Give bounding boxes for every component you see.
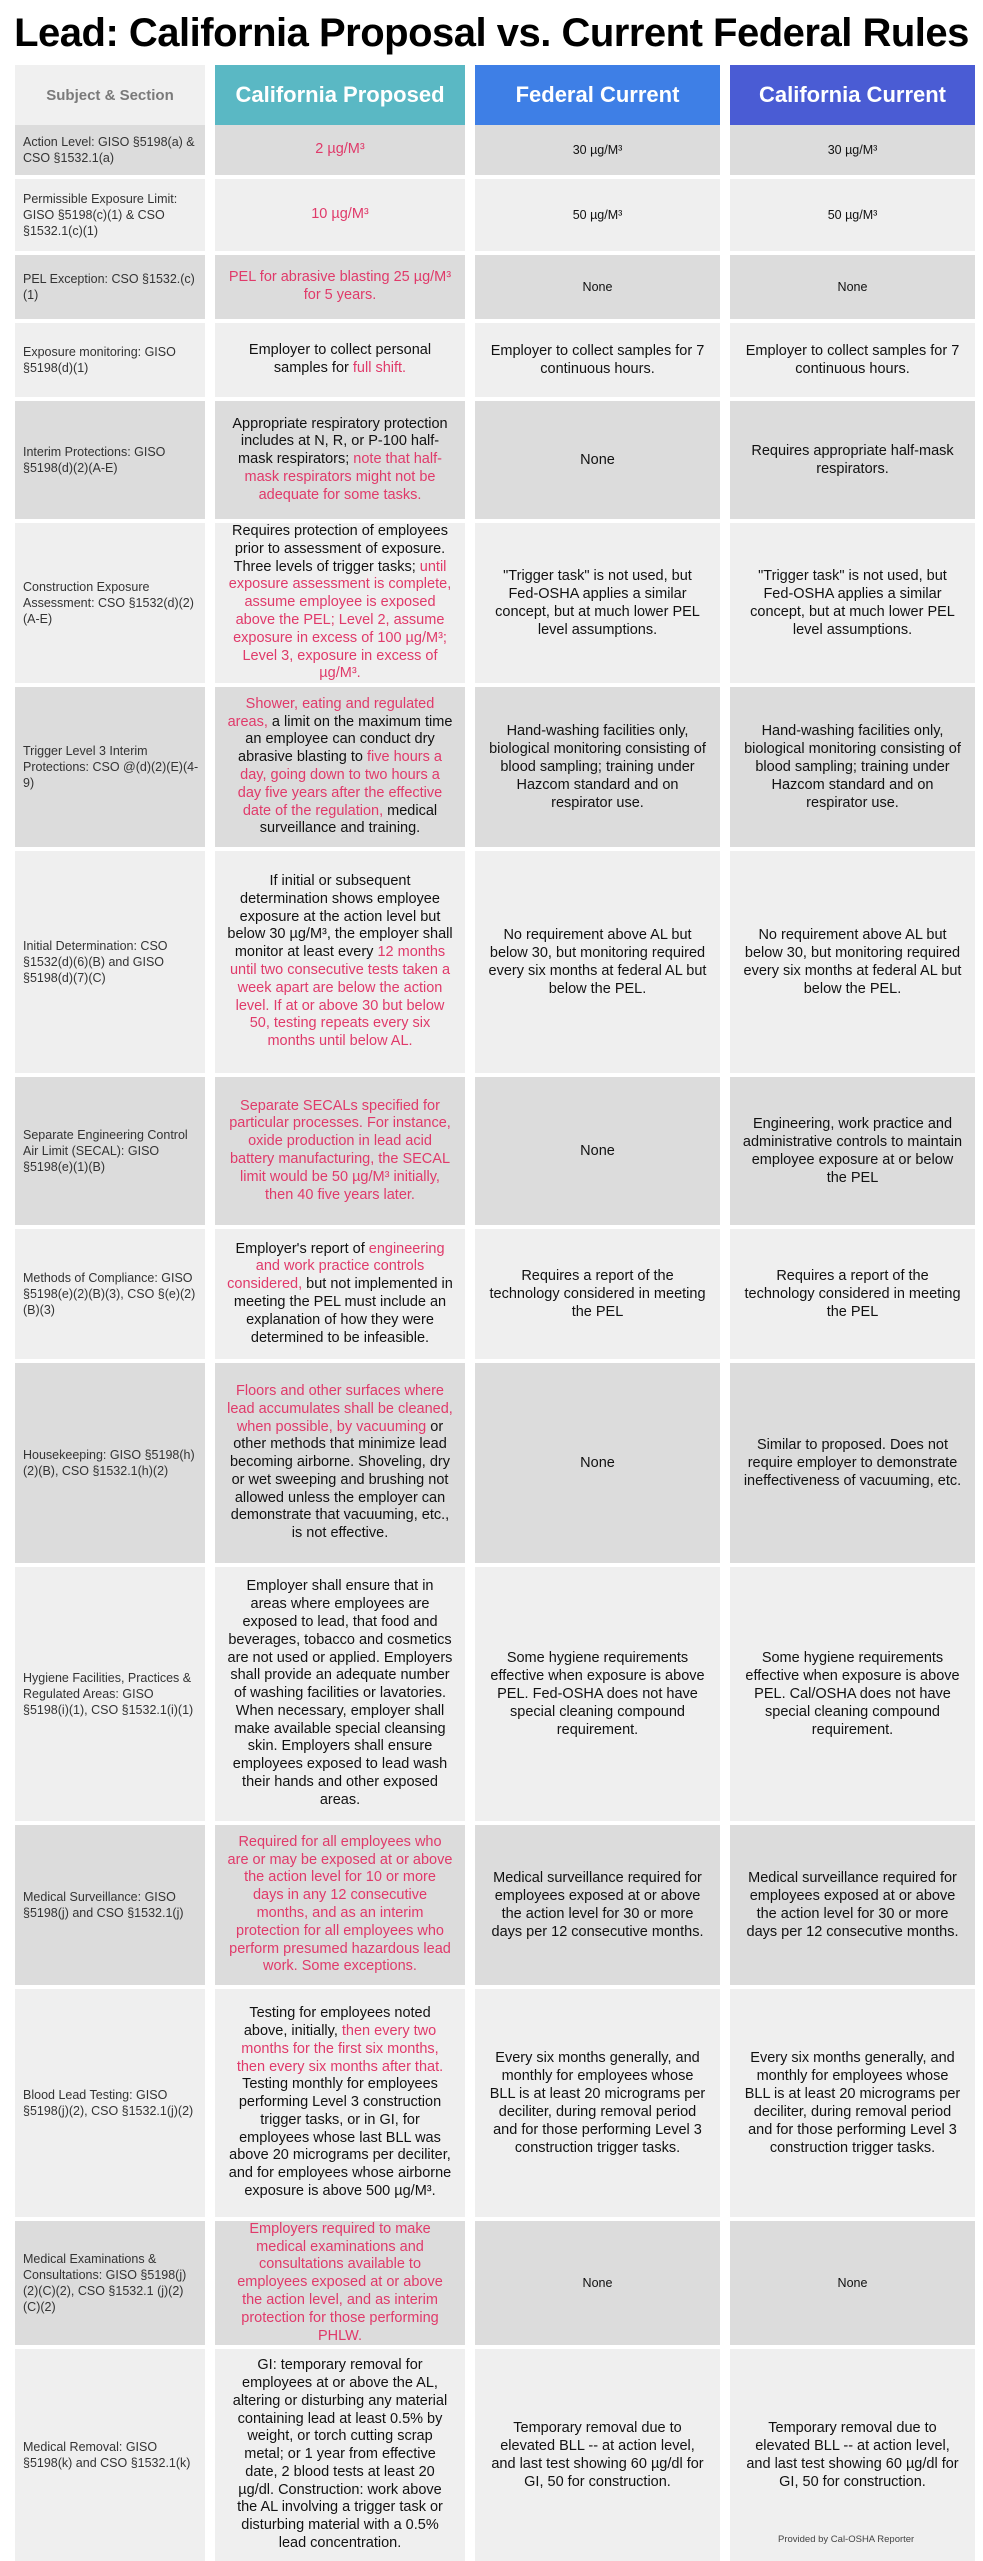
- federal-cell: Requires a report of the technology considered in meeting the PEL: [475, 1229, 720, 1359]
- row-subject: Medical Surveillance: GISO §5198(j) and CSO §1532.1(j): [15, 1825, 205, 1985]
- california-cell: 50 µg/M³: [730, 179, 975, 251]
- row-subject: Permissible Exposure Limit: GISO §5198(c)(1) & CSO §1532.1(c)(1): [15, 179, 205, 251]
- table-row: [15, 2221, 975, 2349]
- federal-cell: None: [475, 401, 720, 519]
- federal-cell: 30 µg/M³: [475, 125, 720, 175]
- federal-cell: Employer to collect samples for 7 continuous hours.: [475, 323, 720, 397]
- table-row: [15, 179, 975, 255]
- proposed-cell: Employer shall ensure that in areas where employees are exposed to lead, that food and beverages, tobacco and cosmetics are not used or applied. Employers shall provide an adequate number of washing facilities or lavatories. When necessary, employer shall make available special cleansing skin. Employers shall ensure employees exposed to lead wash their hands and other exposed areas.: [215, 1567, 465, 1821]
- proposed-cell: Separate SECALs specified for particular processes. For instance, oxide production in lead acid battery manufacturing, the SECAL limit would be 50 µg/M³ initially, then 40 five years later.: [215, 1077, 465, 1225]
- header-california-proposed: California Proposed: [215, 65, 465, 125]
- table-row: [15, 1229, 975, 1363]
- proposed-text: Requires protection of employees prior to assessment of exposure. Three levels of trigger tasks;: [231, 523, 448, 575]
- proposed-cell: [215, 851, 465, 1073]
- proposed-highlight: until exposure assessment is complete, assume employee is exposed above the PEL; Level 2, assume exposure in excess of 100 µg/M³; Level 3, exposure in excess of µg/M³.: [228, 558, 452, 682]
- california-cell: Some hygiene requirements effective when exposure is above PEL. Cal/OSHA does not have special cleaning compound requirement.: [730, 1567, 975, 1821]
- proposed-cell: Required for all employees who are or may be exposed at or above the action level for 10 or more days in any 12 consecutive months, and as an interim protection for all employees who perform presumed hazardous lead work. Some exceptions.: [215, 1825, 465, 1985]
- row-subject: Action Level: GISO §5198(a) & CSO §1532.1(a): [15, 125, 205, 175]
- california-cell: Engineering, work practice and administrative controls to maintain employee exposure at or below the PEL: [730, 1077, 975, 1225]
- california-cell: Temporary removal due to elevated BLL -- at action level, and last test showing 60 µg/dl for GI, 50 for construction.: [730, 2349, 975, 2561]
- header-california-current: California Current: [730, 65, 975, 125]
- header-federal-current: Federal Current: [475, 65, 720, 125]
- federal-cell: Temporary removal due to elevated BLL -- at action level, and last test showing 60 µg/dl for GI, 50 for construction.: [475, 2349, 720, 2561]
- proposed-highlight: 12 months until two consecutive tests taken a week apart are below the action level. If at or above 30 but below 50, testing repeats every six months until below AL.: [229, 944, 451, 1050]
- california-cell: Medical surveillance required for employees exposed at or above the action level for 30 or more days per 12 consecutive months.: [730, 1825, 975, 1985]
- proposed-cell: PEL for abrasive blasting 25 µg/M³ for 5 years.: [215, 255, 465, 319]
- table-row: [15, 125, 975, 179]
- california-cell: No requirement above AL but below 30, but monitoring required every six months at federal AL but below the PEL.: [730, 851, 975, 1073]
- row-subject: Housekeeping: GISO §5198(h)(2)(B), CSO §1532.1(h)(2): [15, 1363, 205, 1563]
- california-cell: Employer to collect samples for 7 continuous hours.: [730, 323, 975, 397]
- table-row: [15, 1077, 975, 1229]
- row-subject: Construction Exposure Assessment: CSO §1532(d)(2)(A-E): [15, 523, 205, 683]
- header-row: [15, 65, 975, 125]
- california-cell: "Trigger task" is not used, but Fed-OSHA applies a similar concept, but at much lower PEL level assumptions.: [730, 523, 975, 683]
- california-cell: 30 µg/M³: [730, 125, 975, 175]
- proposed-text: Testing monthly for employees performing Level 3 construction trigger tasks, or in GI, for employees whose last BLL was above 20 micrograms per deciliter, and for employees whose airborne exposure is above 500 µg/M³.: [228, 2076, 452, 2200]
- table-row: [15, 1825, 975, 1989]
- row-subject: Interim Protections: GISO §5198(d)(2)(A-E): [15, 401, 205, 519]
- proposed-highlight: Floors and other surfaces where lead accumulates shall be cleaned, when possible, by vacuuming: [227, 1382, 453, 1435]
- proposed-cell: 2 µg/M³: [215, 125, 465, 175]
- proposed-cell: [215, 1989, 465, 2217]
- proposed-highlight: then every two months for the first six months, then every six months after that.: [236, 2022, 444, 2075]
- proposed-cell: [215, 523, 465, 683]
- proposed-text: Appropriate respiratory protection includes at N, R, or P-100 half-mask respirators;: [232, 415, 448, 468]
- row-subject: Hygiene Facilities, Practices & Regulated Areas: GISO §5198(i)(1), CSO §1532.1(i)(1): [15, 1567, 205, 1821]
- proposed-cell: [215, 1229, 465, 1359]
- proposed-highlight: five hours a day, going down to two hours a day five years after the effective date of the regulation,: [237, 749, 443, 819]
- table-row: [15, 523, 975, 687]
- proposed-cell: 10 µg/M³: [215, 179, 465, 251]
- table-row: [15, 2349, 975, 2561]
- federal-cell: None: [475, 1363, 720, 1563]
- proposed-text: Employer to collect personal samples for: [248, 342, 432, 376]
- california-cell: Similar to proposed. Does not require employer to demonstrate ineffectiveness of vacuuming, etc.: [730, 1363, 975, 1563]
- table-row: [15, 687, 975, 851]
- table-row: [15, 1989, 975, 2221]
- row-subject: Medical Examinations & Consultations: GISO §5198(j)(2)(C)(2), CSO §1532.1 (j)(2)(C)(2): [15, 2221, 205, 2345]
- proposed-cell: [215, 401, 465, 519]
- table-row: [15, 323, 975, 401]
- california-cell: Hand-washing facilities only, biological monitoring consisting of blood sampling; training under Hazcom standard and on respirator use.: [730, 687, 975, 847]
- header-subject: Subject & Section: [15, 65, 205, 125]
- row-subject: Methods of Compliance: GISO §5198(e)(2)(B)(3), CSO §(e)(2)(B)(3): [15, 1229, 205, 1359]
- row-subject: Separate Engineering Control Air Limit (SECAL): GISO §5198(e)(1)(B): [15, 1077, 205, 1225]
- row-subject: Medical Removal: GISO §5198(k) and CSO §1532.1(k): [15, 2349, 205, 2561]
- row-subject: Blood Lead Testing: GISO §5198(j)(2), CSO §1532.1(j)(2): [15, 1989, 205, 2217]
- california-cell: None: [730, 255, 975, 319]
- row-subject: Exposure monitoring: GISO §5198(d)(1): [15, 323, 205, 397]
- proposed-highlight: note that half-mask respirators might not be adequate for some tasks.: [244, 451, 442, 503]
- california-cell: Requires a report of the technology considered in meeting the PEL: [730, 1229, 975, 1359]
- federal-cell: Medical surveillance required for employees exposed at or above the action level for 30 or more days per 12 consecutive months.: [475, 1825, 720, 1985]
- proposed-cell: Employers required to make medical examinations and consultations available to employees exposed at or above the action level, and as interim protection for those performing PHLW.: [215, 2221, 465, 2345]
- proposed-highlight: engineering and work practice controls considered,: [227, 1240, 445, 1293]
- california-cell: None: [730, 2221, 975, 2345]
- federal-cell: None: [475, 255, 720, 319]
- row-subject: Initial Determination: CSO §1532(d)(6)(B) and GISO §5198(d)(7)(C): [15, 851, 205, 1073]
- table-row: [15, 255, 975, 323]
- federal-cell: None: [475, 2221, 720, 2345]
- california-cell: Every six months generally, and monthly for employees whose BLL is at least 20 micrograms per deciliter, during removal period and for those performing Level 3 construction trigger tasks.: [730, 1989, 975, 2217]
- federal-cell: Hand-washing facilities only, biological monitoring consisting of blood sampling; training under Hazcom standard and on respirator use.: [475, 687, 720, 847]
- proposed-text: Employer's report of: [235, 1240, 369, 1257]
- table-row: [15, 401, 975, 523]
- table-row: [15, 1567, 975, 1825]
- table-row: [15, 851, 975, 1077]
- california-cell: Requires appropriate half-mask respirators.: [730, 401, 975, 519]
- table-row: [15, 1363, 975, 1567]
- proposed-cell: [215, 687, 465, 847]
- federal-cell: "Trigger task" is not used, but Fed-OSHA applies a similar concept, but at much lower PEL level assumptions.: [475, 523, 720, 683]
- federal-cell: No requirement above AL but below 30, but monitoring required every six months at federal AL but below the PEL.: [475, 851, 720, 1073]
- proposed-text: medical surveillance and training.: [259, 802, 438, 837]
- proposed-text: If initial or subsequent determination shows employee exposure at the action level but below 30 µg/M³, the employer shall monitor at least every: [227, 873, 453, 961]
- proposed-text: a limit on the maximum time an employee can conduct dry abrasive blasting to: [238, 713, 453, 766]
- proposed-highlight: Shower, eating and regulated areas,: [227, 695, 435, 730]
- proposed-text: but not implemented in meeting the PEL must include an explanation of how they were determined to be infeasible.: [233, 1276, 453, 1346]
- page-title: Lead: California Proposal vs. Current Federal Rules: [14, 11, 969, 55]
- proposed-text: or other methods that minimize lead becoming airborne. Shoveling, dry or wet sweeping and brushing not allowed unless the employer can demonstrate that vacuuming, etc., is not effective.: [229, 1418, 451, 1542]
- source-credit: Provided by Cal-OSHA Reporter: [778, 2534, 915, 2545]
- proposed-highlight: full shift.: [352, 360, 407, 376]
- comparison-table: [15, 65, 975, 2561]
- proposed-cell: GI: temporary removal for employees at or above the AL, altering or disturbing any material containing lead at least 0.5% by weight, or torch cutting scrap metal; or 1 year from effective date, 2 blood tests at least 20 µg/dl. Construction: work above the AL involving a trigger task or disturbing material with a 0.5% lead concentration.: [215, 2349, 465, 2561]
- row-subject: PEL Exception: CSO §1532.(c)(1): [15, 255, 205, 319]
- proposed-cell: [215, 323, 465, 397]
- federal-cell: Every six months generally, and monthly for employees whose BLL is at least 20 micrograms per deciliter, during removal period and for those performing Level 3 construction trigger tasks.: [475, 1989, 720, 2217]
- proposed-text: Testing for employees noted above, initially,: [243, 2005, 431, 2039]
- proposed-cell: [215, 1363, 465, 1563]
- federal-cell: Some hygiene requirements effective when exposure is above PEL. Fed-OSHA does not have special cleaning compound requirement.: [475, 1567, 720, 1821]
- row-subject: Trigger Level 3 Interim Protections: CSO @(d)(2)(E)(4-9): [15, 687, 205, 847]
- federal-cell: 50 µg/M³: [475, 179, 720, 251]
- federal-cell: None: [475, 1077, 720, 1225]
